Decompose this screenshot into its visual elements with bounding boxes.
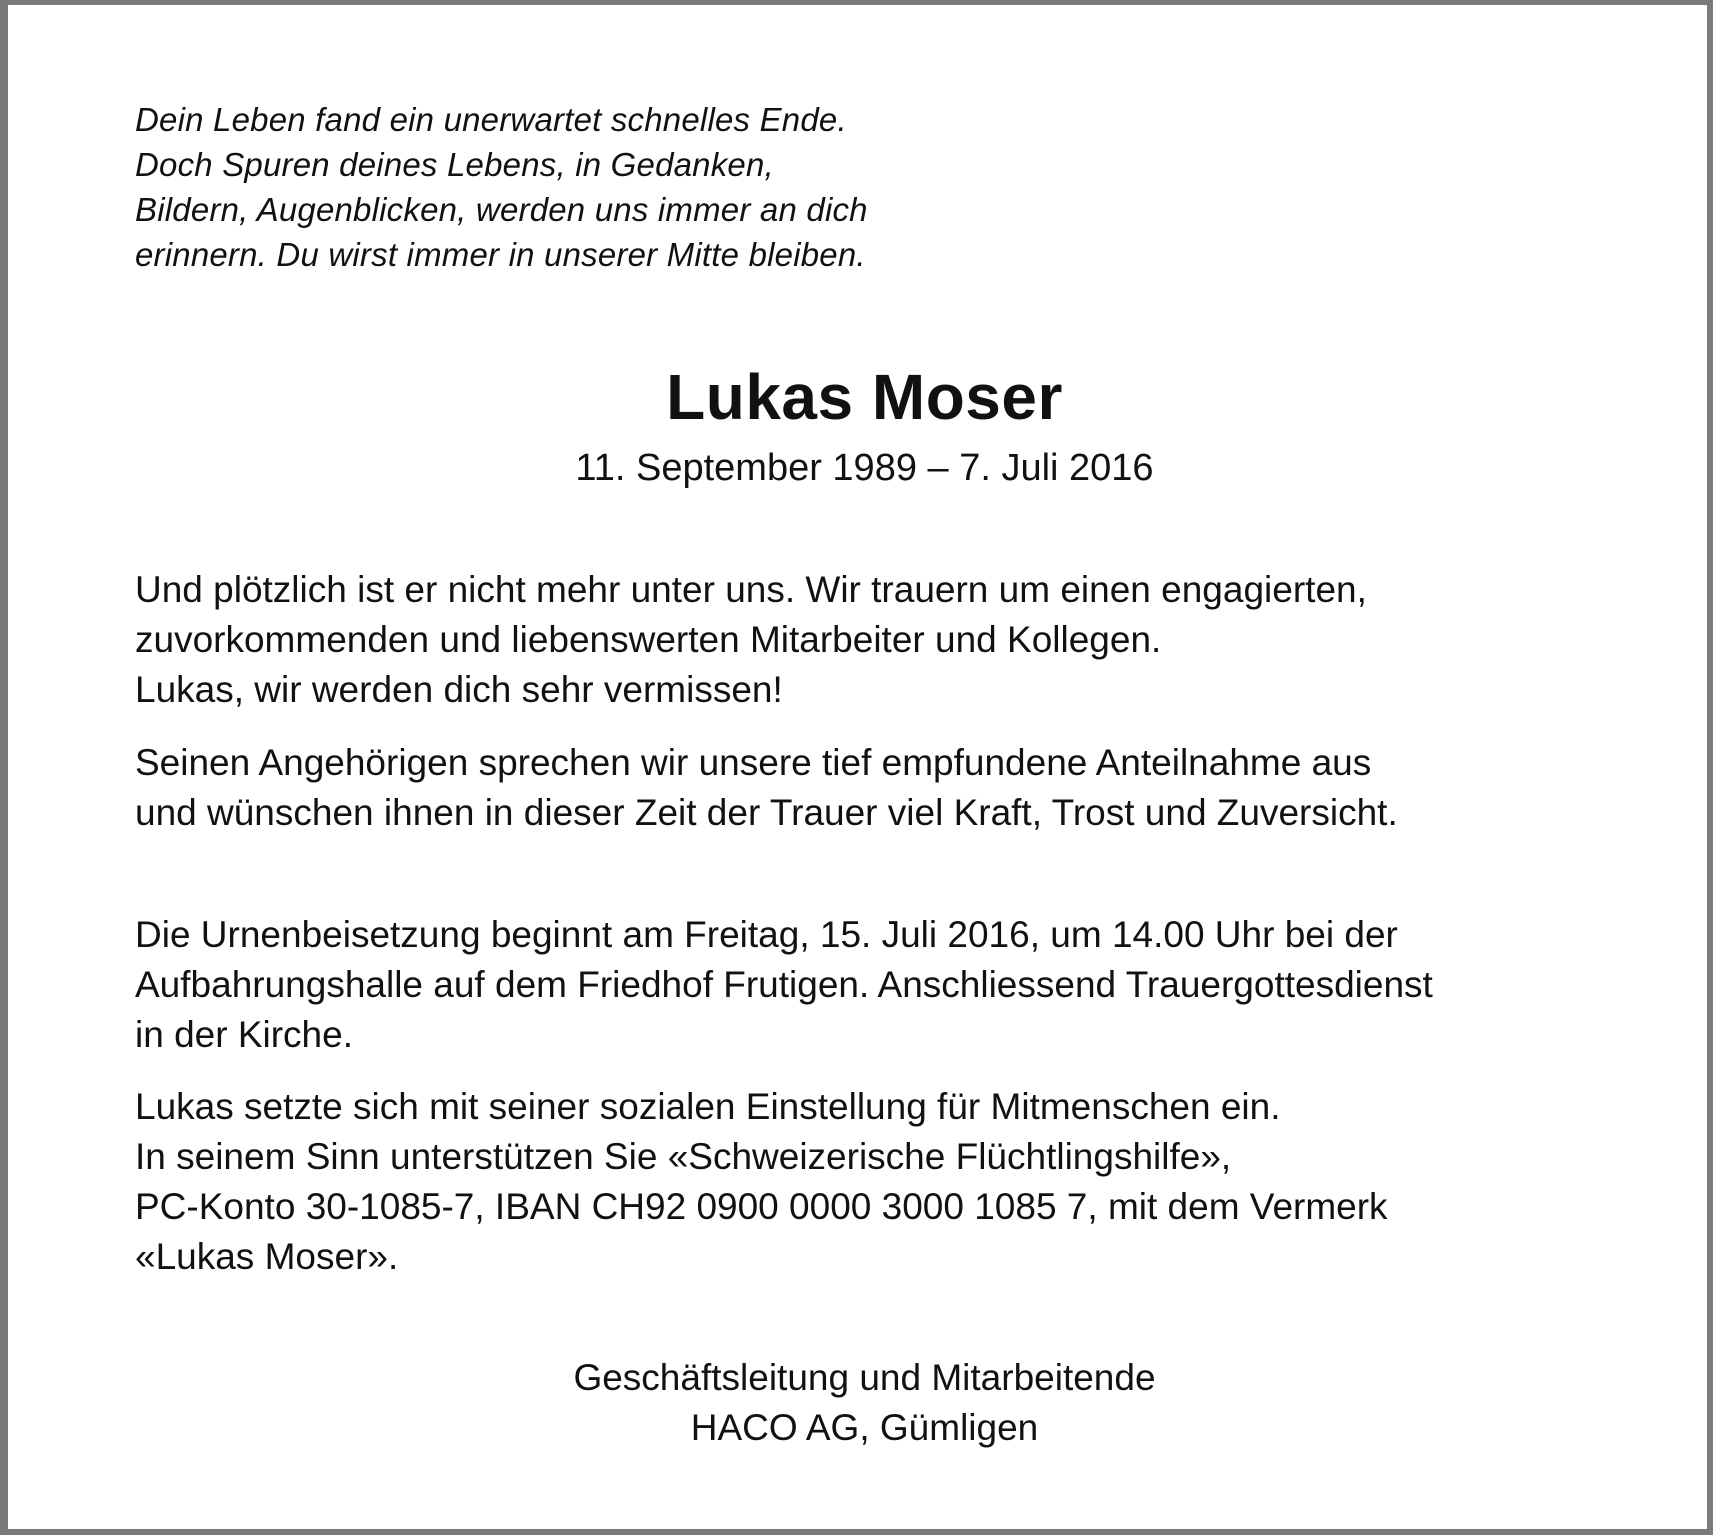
text-line: Lukas, wir werden dich sehr vermissen! <box>135 669 783 710</box>
motto-line: erinnern. Du wirst immer in unserer Mitte bleiben. <box>135 236 866 273</box>
motto-line: Dein Leben fand ein unerwartet schnelles Ende. <box>135 101 847 138</box>
signature-line: Geschäftsleitung und Mitarbeitende <box>573 1357 1156 1398</box>
life-dates: 11. September 1989 – 7. Juli 2016 <box>575 447 1154 489</box>
text-line: Lukas setzte sich mit seiner sozialen Einstellung für Mitmenschen ein. <box>135 1086 1281 1127</box>
text-line: Die Urnenbeisetzung beginnt am Freitag, 15. Juli 2016, um 14.00 Uhr bei der <box>135 914 1398 955</box>
text-line: und wünschen ihnen in dieser Zeit der Trauer viel Kraft, Trost und Zuversicht. <box>135 792 1398 833</box>
signature-block <box>8 1353 1713 1453</box>
text-line: in der Kirche. <box>135 1014 353 1055</box>
motto-verse <box>135 97 1235 277</box>
signature-line: HACO AG, Gümligen <box>690 1407 1039 1448</box>
funeral-info-paragraph <box>135 910 1655 1060</box>
text-line: Und plötzlich ist er nicht mehr unter uns. Wir trauern um einen engagierten, <box>135 569 1367 610</box>
sympathy-paragraph <box>135 738 1655 838</box>
text-line: Seinen Angehörigen sprechen wir unsere tief empfundene Anteilnahme aus <box>135 742 1372 783</box>
text-line: In seinem Sinn unterstützen Sie «Schweizerische Flüchtlingshilfe», <box>135 1136 1232 1177</box>
donation-paragraph <box>135 1082 1655 1282</box>
motto-line: Bildern, Augenblicken, werden uns immer an dich <box>135 191 868 228</box>
condolence-paragraph <box>135 565 1655 715</box>
motto-line: Doch Spuren deines Lebens, in Gedanken, <box>135 146 774 183</box>
text-line: zuvorkommenden und liebenswerten Mitarbeiter und Kollegen. <box>135 619 1162 660</box>
deceased-name: Lukas Moser <box>666 361 1063 433</box>
text-line: Aufbahrungshalle auf dem Friedhof Frutigen. Anschliessend Trauergottesdienst <box>135 964 1433 1005</box>
text-line: PC-Konto 30-1085-7, IBAN CH92 0900 0000 3000 1085 7, mit dem Vermerk <box>135 1186 1388 1227</box>
text-line: «Lukas Moser». <box>135 1236 399 1277</box>
